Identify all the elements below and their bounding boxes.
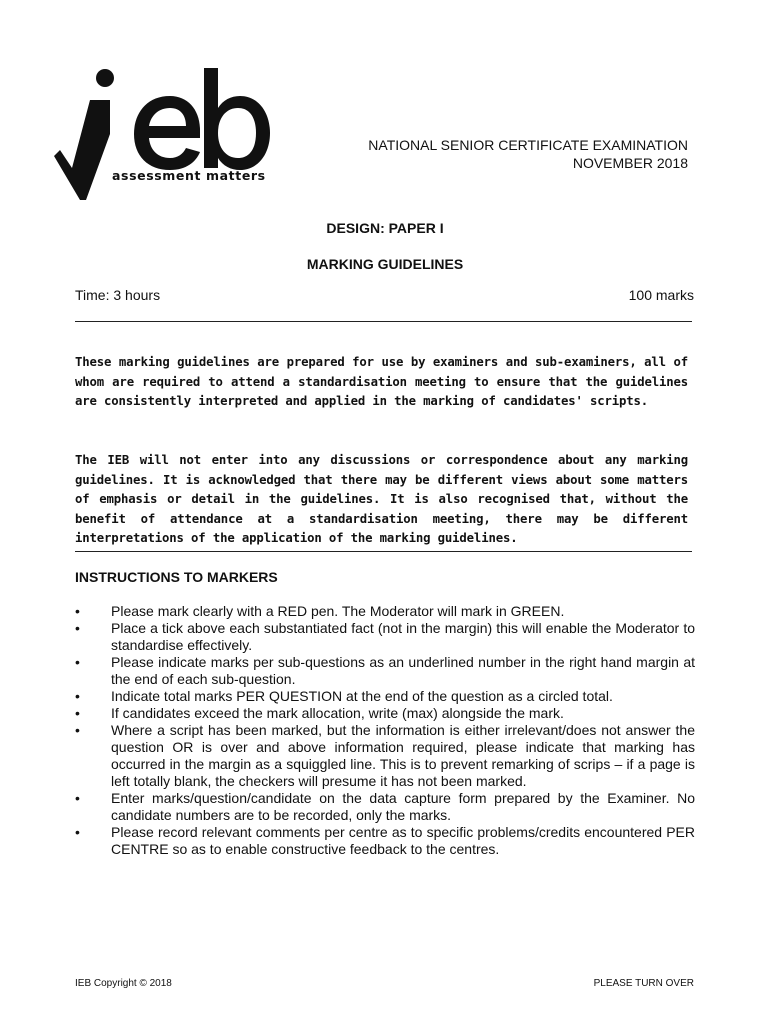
- section-heading: INSTRUCTIONS TO MARKERS: [75, 569, 278, 585]
- list-item: • Place a tick above each substantiated fact (not in the margin) this will enable the Moderator to standardise effectively.: [75, 620, 695, 654]
- document-subtitle: MARKING GUIDELINES: [306, 256, 464, 272]
- list-item: • Please indicate marks per sub-questions as an underlined number in the right hand margin at the end of each sub-question.: [75, 654, 695, 688]
- exam-title: [368, 136, 688, 172]
- logo-b: [204, 68, 270, 170]
- copyright-notice: IEB Copyright © 2018: [75, 978, 172, 989]
- time-allowed: Time: 3 hours: [75, 287, 161, 303]
- list-item: • Indicate total marks PER QUESTION at the end of the question as a circled total.: [75, 688, 695, 705]
- divider: [75, 321, 692, 322]
- logo-check-mark: [54, 100, 110, 200]
- logo-tagline: assessment matters: [112, 168, 266, 183]
- instruction-list: [75, 603, 695, 858]
- divider: [75, 551, 692, 552]
- notice-paragraph: The IEB will not enter into any discussions or correspondence about any marking guidelines. It is acknowledged that there may be different views about some matters of emphasis or detail in the guidelines. It is also recognised that, without the benefit of attendance at a standardisation meeting, there may be different interpretations of the application of the marking guidelines.: [75, 453, 688, 546]
- notice-paragraph: These marking guidelines are prepared for use by examiners and sub-examiners, all of whom are required to attend a standardisation meeting to ensure that the guidelines are consistently interpreted and applied in the marking of candidates' scripts.: [75, 355, 688, 409]
- list-item: • If candidates exceed the mark allocation, write (max) alongside the mark.: [75, 705, 695, 722]
- list-item: • Please mark clearly with a RED pen. The Moderator will mark in GREEN.: [75, 603, 695, 620]
- list-item: • Where a script has been marked, but the information is either irrelevant/does not answer the question OR is over and above information required, please indicate that marking has occurred in the margin as a squiggled line. This is to prevent remarking of scrips – if a page is left totally blank, the checkers will presume it has not been marked.: [75, 722, 695, 790]
- turn-over-note: PLEASE TURN OVER: [593, 978, 694, 989]
- paper-title: DESIGN: PAPER I: [326, 220, 444, 236]
- list-item: • Enter marks/question/candidate on the data capture form prepared by the Examiner. No candidate numbers are to be recorded, only the marks.: [75, 790, 695, 824]
- logo-e: [134, 96, 200, 170]
- ieb-logo: [52, 64, 272, 204]
- exam-name: NATIONAL SENIOR CERTIFICATE EXAMINATION: [368, 137, 688, 153]
- exam-date: NOVEMBER 2018: [572, 155, 688, 171]
- total-marks: 100 marks: [628, 287, 694, 303]
- list-item: • Please record relevant comments per centre as to specific problems/credits encountered PER CENTRE so as to enable constructive feedback to the centres.: [75, 824, 695, 858]
- logo-i-dot: [96, 69, 114, 87]
